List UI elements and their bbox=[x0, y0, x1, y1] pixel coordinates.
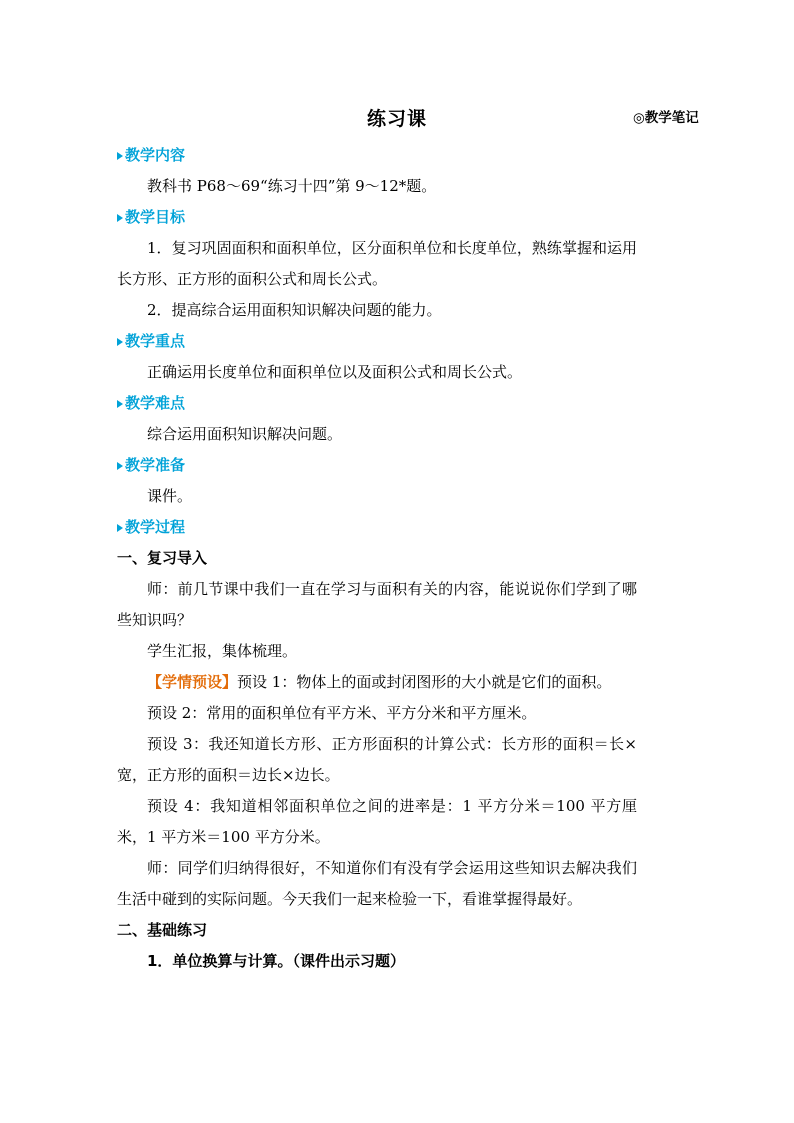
part-title-review: 一、复习导入 bbox=[117, 549, 208, 567]
section-heading-label: 教学目标 bbox=[125, 208, 186, 226]
preset-4: 预设 4：我知道相邻面积单位之间的进率是：1 平方分米＝100 平方厘米，1 平方米＝100 平方分米。 bbox=[117, 797, 637, 846]
difficulty-text: 综合运用面积知识解决问题。 bbox=[147, 425, 343, 443]
section-heading-label: 教学难点 bbox=[125, 394, 186, 412]
prep-text: 课件。 bbox=[147, 487, 193, 505]
triangle-bullet-icon bbox=[117, 338, 123, 346]
preset-3: 预设 3：我还知道长方形、正方形面积的计算公式：长方形的面积＝长×宽，正方形的面积＝边长×边长。 bbox=[117, 735, 637, 784]
part-title-basic-practice: 二、基础练习 bbox=[117, 921, 208, 939]
section-heading-difficulty bbox=[117, 388, 637, 419]
triangle-bullet-icon bbox=[117, 400, 123, 408]
preset-1 bbox=[117, 667, 637, 698]
goal-item-2: 2．提高综合运用面积知识解决问题的能力。 bbox=[147, 301, 442, 319]
section-heading-label: 教学过程 bbox=[125, 518, 186, 536]
student-response: 学生汇报，集体梳理。 bbox=[147, 642, 298, 660]
triangle-bullet-icon bbox=[117, 524, 123, 532]
section-heading-label: 教学准备 bbox=[125, 456, 186, 474]
lesson-body bbox=[117, 140, 637, 977]
section-heading-key bbox=[117, 326, 637, 357]
content-text: 教科书 P68～69“练习十四”第 9～12*题。 bbox=[147, 177, 437, 195]
teaching-notes-label: ◎教学笔记 bbox=[633, 110, 699, 126]
section-heading-process bbox=[117, 512, 637, 543]
section-heading-prep bbox=[117, 450, 637, 481]
section-heading-label: 教学重点 bbox=[125, 332, 186, 350]
key-text: 正确运用长度单位和面积单位以及面积公式和周长公式。 bbox=[147, 363, 523, 381]
preset-1-text: 预设 1：物体上的面或封闭图形的大小就是它们的面积。 bbox=[237, 673, 612, 691]
triangle-bullet-icon bbox=[117, 152, 123, 160]
teacher-question: 师：前几节课中我们一直在学习与面积有关的内容，能说说你们学到了哪些知识吗？ bbox=[117, 580, 637, 629]
goal-item-1: 1．复习巩固面积和面积单位，区分面积单位和长度单位，熟练掌握和运用长方形、正方形的面积公式和周长公式。 bbox=[117, 239, 637, 288]
triangle-bullet-icon bbox=[117, 462, 123, 470]
practice-item-1: 1．单位换算与计算。（课件出示习题） bbox=[147, 952, 405, 970]
section-heading-goals bbox=[117, 202, 637, 233]
page-title: 练习课 bbox=[366, 108, 427, 130]
triangle-bullet-icon bbox=[117, 214, 123, 222]
preset-tag: 【学情预设】 bbox=[147, 673, 238, 691]
preset-2: 预设 2：常用的面积单位有平方米、平方分米和平方厘米。 bbox=[147, 704, 537, 722]
section-heading-label: 教学内容 bbox=[125, 146, 186, 164]
teacher-summary: 师：同学们归纳得很好，不知道你们有没有学会运用这些知识去解决我们生活中碰到的实际问题。今天我们一起来检验一下，看谁掌握得最好。 bbox=[117, 859, 637, 908]
section-heading-content bbox=[117, 140, 637, 171]
